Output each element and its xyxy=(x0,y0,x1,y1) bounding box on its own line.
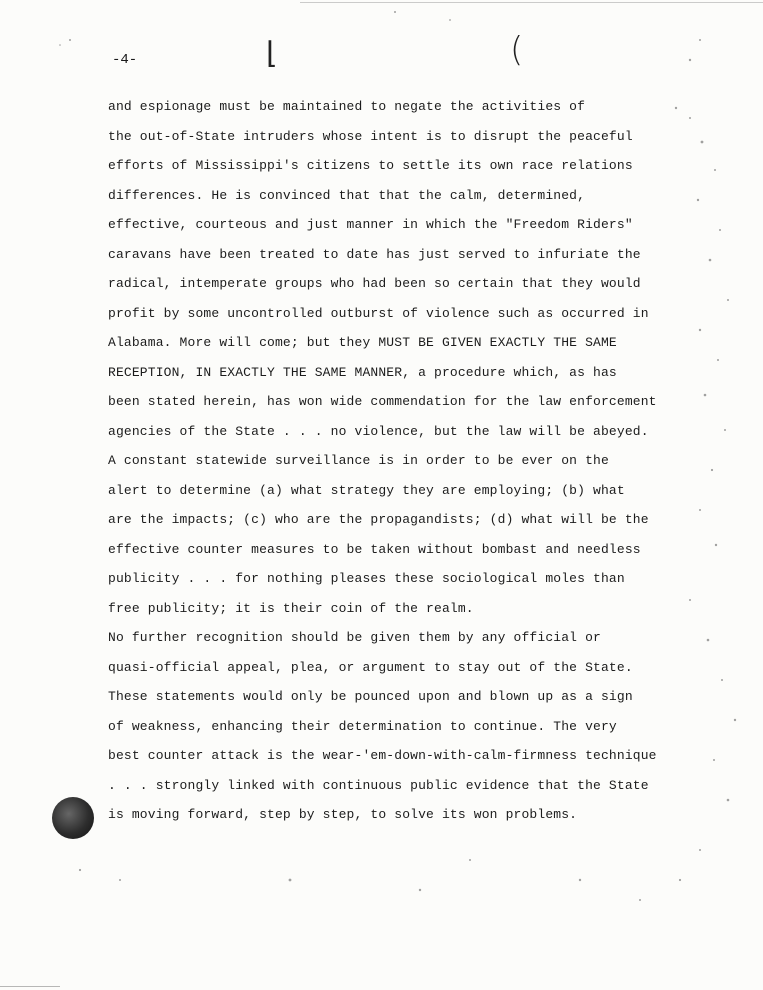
text-line: best counter attack is the wear-'em-down-with-calm-firmness technique xyxy=(108,748,657,763)
text-line: A constant statewide surveillance is in order to be ever on the xyxy=(108,453,609,468)
text-line: been stated herein, has won wide commendation for the law enforcement xyxy=(108,394,657,409)
text-line: and espionage must be maintained to negate the activities of xyxy=(108,99,586,114)
text-line: Alabama. More will come; but they MUST BE GIVEN EXACTLY THE SAME xyxy=(108,335,617,350)
text-line: profit by some uncontrolled outburst of violence such as occurred in xyxy=(108,305,649,321)
text-line: effective counter measures to be taken without bombast and needless xyxy=(108,541,641,557)
text-line: differences. He is convinced that that the calm, determined, xyxy=(108,187,586,203)
text-line: are the impacts; (c) who are the propagandists; (d) what will be the xyxy=(108,512,649,527)
text-line: is moving forward, step by step, to solve its won problems. xyxy=(108,807,578,822)
text-line: alert to determine (a) what strategy they are employing; (b) what xyxy=(108,482,625,498)
page-number: -4- xyxy=(112,52,138,68)
handwritten-mark-left: ⌊ xyxy=(266,36,278,71)
text-line: publicity . . . for nothing pleases these sociological moles than xyxy=(108,571,625,586)
text-line: These statements would only be pounced upon and blown up as a sign xyxy=(108,689,633,704)
text-line: effective, courteous and just manner in which the "Freedom Riders" xyxy=(108,217,633,232)
hole-punch xyxy=(52,797,94,839)
text-line: No further recognition should be given them by any official or xyxy=(108,630,601,645)
text-line: caravans have been treated to date has just served to infuriate the xyxy=(108,246,641,262)
text-line: quasi-official appeal, plea, or argument to stay out of the State. xyxy=(108,659,633,675)
handwritten-mark-right: ( xyxy=(510,30,524,70)
text-line: RECEPTION, IN EXACTLY THE SAME MANNER, a procedure which, as has xyxy=(108,364,617,380)
text-line: free publicity; it is their coin of the realm. xyxy=(108,600,474,616)
text-line: efforts of Mississippi's citizens to settle its own race relations xyxy=(108,158,633,173)
bottom-edge-rule xyxy=(0,986,60,987)
text-line: the out-of-State intruders whose intent is to disrupt the peaceful xyxy=(108,128,633,144)
top-edge-rule xyxy=(300,2,763,3)
text-line: radical, intemperate groups who had been so certain that they would xyxy=(108,276,641,291)
text-line: . . . strongly linked with continuous public evidence that the State xyxy=(108,777,649,793)
document-body xyxy=(108,92,736,830)
text-line: of weakness, enhancing their determination to continue. The very xyxy=(108,718,617,734)
text-line: agencies of the State . . . no violence, but the law will be abeyed. xyxy=(108,423,649,439)
